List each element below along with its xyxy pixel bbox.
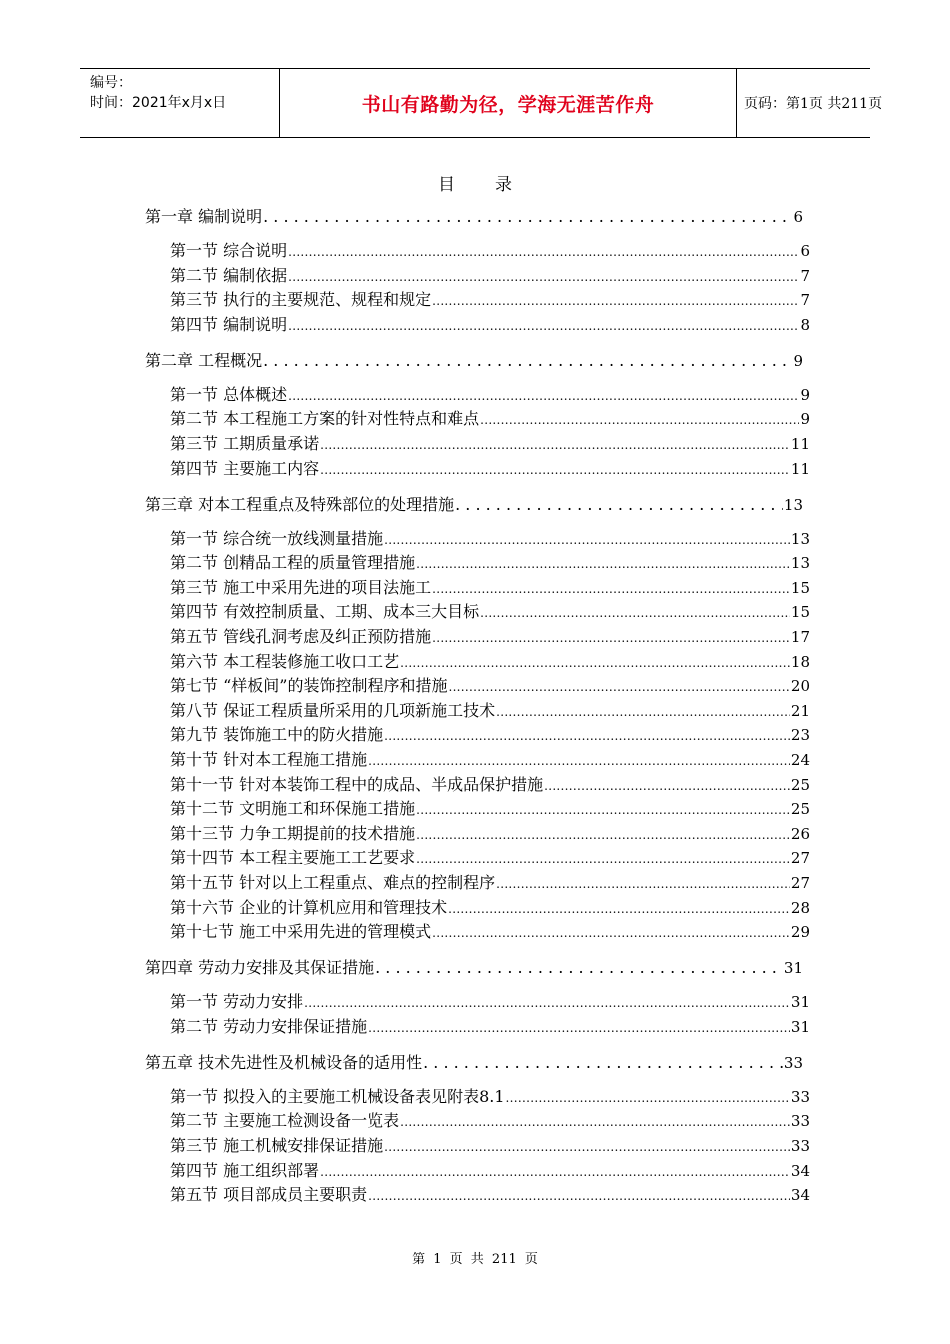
toc-entry-page: 33 <box>783 1053 803 1072</box>
toc-entry-page: 24 <box>790 751 810 769</box>
header-meta <box>80 69 280 137</box>
toc-entry-label: 第十二节 文明施工和环保施工措施 <box>170 799 416 819</box>
toc-dot-leader <box>455 495 783 514</box>
toc-entry-label: 第十四节 本工程主要施工工艺要求 <box>170 848 416 868</box>
toc-dot-leader <box>384 729 790 743</box>
toc-dot-leader <box>288 319 799 333</box>
toc-section-entry[interactable] <box>170 550 810 573</box>
page-footer: 第 1 页 共 211 页 <box>412 1252 538 1267</box>
toc-entry-page: 8 <box>800 315 810 334</box>
toc-entry-label: 第十六节 企业的计算机应用和管理技术 <box>170 897 448 917</box>
toc-entry-label: 第十五节 针对以上工程重点、难点的控制程序 <box>170 873 496 892</box>
toc-dot-leader <box>400 656 790 670</box>
toc-dot-leader <box>320 463 790 477</box>
toc-entry-label: 第二节 本工程施工方案的针对性特点和难点 <box>170 409 480 429</box>
toc-title: 目录 <box>438 175 552 195</box>
toc-section-entry[interactable] <box>170 312 810 335</box>
toc-entry-label: 第五节 项目部成员主要职责 <box>170 1185 368 1205</box>
toc-entry-label: 第一节 总体概述 <box>170 384 288 404</box>
toc-entry-label: 第三节 施工机械安排保证措施 <box>170 1136 384 1155</box>
toc-dot-leader <box>496 877 790 891</box>
toc-dot-leader <box>423 1053 783 1072</box>
toc-section-entry[interactable] <box>170 599 810 622</box>
toc-entry-page: 9 <box>793 351 803 370</box>
toc-entry-label: 第三章 对本工程重点及特殊部位的处理措施 <box>145 494 455 514</box>
toc-entry-label: 第十节 针对本工程施工措施 <box>170 750 368 769</box>
toc-dot-leader <box>432 582 790 596</box>
toc-section-entry[interactable] <box>170 989 810 1012</box>
toc-dot-leader <box>416 557 790 571</box>
toc-dot-leader <box>400 1115 790 1129</box>
toc-section-entry[interactable] <box>170 526 810 549</box>
toc-dot-leader <box>448 680 789 694</box>
header-motto-cell <box>280 69 737 137</box>
toc-entry-page: 33 <box>790 1137 810 1155</box>
toc-entry-label: 第二节 创精品工程的质量管理措施 <box>170 553 416 573</box>
toc-section-entry[interactable] <box>170 821 810 844</box>
toc-entry-page: 17 <box>790 628 810 646</box>
toc-section-entry[interactable] <box>170 895 810 918</box>
toc-dot-leader <box>368 754 790 768</box>
toc-section-entry[interactable] <box>170 870 810 893</box>
toc-entry-page: 6 <box>800 242 810 260</box>
document-date: 时间：2021年x月x日 <box>90 95 227 111</box>
toc-dot-leader <box>368 1189 790 1203</box>
toc-dot-leader <box>416 803 790 817</box>
toc-section-entry[interactable] <box>170 698 810 721</box>
toc-section-entry[interactable] <box>170 575 810 598</box>
toc-entry-label: 第十一节 针对本装饰工程中的成品、半成品保护措施 <box>170 774 544 794</box>
toc-dot-leader <box>432 294 799 308</box>
toc-entry-label: 第四节 有效控制质量、工期、成本三大目标 <box>170 602 480 622</box>
toc-dot-leader <box>368 1021 790 1035</box>
toc-entry-label: 第三节 工期质量承诺 <box>170 434 320 453</box>
toc-section-entry[interactable] <box>170 722 810 745</box>
toc-entry-label: 第四章 劳动力安排及其保证措施 <box>145 958 375 978</box>
toc-section-entry[interactable] <box>170 649 810 672</box>
toc-entry-page: 33 <box>790 1112 810 1131</box>
toc-section-entry[interactable] <box>170 1158 810 1181</box>
toc-entry-page: 15 <box>790 603 810 622</box>
toc-entry-page: 7 <box>800 266 810 285</box>
toc-section-entry[interactable] <box>170 772 810 795</box>
toc-entry-page: 27 <box>790 874 810 892</box>
toc-entry-page: 23 <box>790 726 810 745</box>
toc-entry-label: 第四节 编制说明 <box>170 314 288 334</box>
toc-entry-page: 20 <box>790 677 810 696</box>
toc-entry-page: 26 <box>790 824 810 843</box>
toc-entry-label: 第一节 劳动力安排 <box>170 992 304 1012</box>
toc-entry-label: 第四节 主要施工内容 <box>170 458 320 478</box>
toc-entry-label: 第三节 施工中采用先进的项目法施工 <box>170 577 432 597</box>
toc-section-entry[interactable] <box>170 673 810 696</box>
toc-entry-label: 第六节 本工程装修施工收口工艺 <box>170 651 400 671</box>
toc-entry-label: 第一节 综合说明 <box>170 241 288 260</box>
toc-dot-leader <box>496 705 790 719</box>
toc-section-entry[interactable] <box>170 406 810 429</box>
toc-entry-page: 11 <box>790 459 810 478</box>
toc-section-entry[interactable] <box>170 1014 810 1037</box>
toc-entry-label: 第九节 装饰施工中的防火措施 <box>170 725 384 745</box>
page-header <box>80 68 883 138</box>
toc-entry-label: 第十七节 施工中采用先进的管理模式 <box>170 922 432 942</box>
toc-section-entry[interactable] <box>170 1108 810 1131</box>
toc-section-entry[interactable] <box>170 431 810 454</box>
toc-dot-leader <box>320 1165 790 1179</box>
toc-section-entry[interactable] <box>170 796 810 819</box>
toc-entry-page: 15 <box>790 578 810 597</box>
toc-section-entry[interactable] <box>170 238 810 261</box>
toc-section-entry[interactable] <box>170 624 810 647</box>
toc-dot-leader <box>480 606 790 620</box>
toc-dot-leader <box>416 852 790 866</box>
toc-section-entry[interactable] <box>170 382 810 405</box>
toc-entry-page: 13 <box>790 554 810 573</box>
toc-dot-leader <box>288 389 799 403</box>
toc-entry-label: 第一章 编制说明 <box>145 207 263 226</box>
toc-dot-leader <box>432 926 790 940</box>
toc-dot-leader <box>384 533 790 547</box>
toc-entry-page: 34 <box>790 1186 810 1205</box>
toc-entry-page: 28 <box>790 898 810 917</box>
toc-chapter-entry[interactable] <box>145 204 803 227</box>
toc-entry-page: 33 <box>790 1087 810 1106</box>
toc-dot-leader <box>263 351 792 370</box>
toc-entry-page: 6 <box>793 208 803 226</box>
toc-entry-page: 13 <box>790 529 810 548</box>
toc-entry-label: 第八节 保证工程质量所采用的几项新施工技术 <box>170 700 496 720</box>
toc-chapter-entry[interactable] <box>145 955 803 978</box>
toc-entry-label: 第二章 工程概况 <box>145 350 263 370</box>
toc-section-entry[interactable] <box>170 456 810 479</box>
toc-section-entry[interactable] <box>170 1182 810 1205</box>
toc-entry-page: 25 <box>790 775 810 794</box>
toc-entry-label: 第七节 “样板间”的装饰控制程序和措施 <box>170 676 448 696</box>
toc-dot-leader <box>304 996 790 1010</box>
toc-entry-label: 第二节 劳动力安排保证措施 <box>170 1016 368 1036</box>
document-number-label: 编号： <box>90 75 132 91</box>
toc-entry-page: 9 <box>800 410 810 429</box>
toc-entry-page: 34 <box>790 1161 810 1180</box>
header-motto: 书山有路勤为径，学海无涯苦作舟 <box>361 93 655 116</box>
toc-section-entry[interactable] <box>170 845 810 868</box>
toc-entry-page: 18 <box>790 652 810 671</box>
toc-chapter-entry[interactable] <box>145 348 803 371</box>
toc-entry-label: 第二节 编制依据 <box>170 265 288 285</box>
toc-dot-leader <box>384 1140 790 1154</box>
toc-chapter-entry[interactable] <box>145 1050 803 1073</box>
toc-section-entry[interactable] <box>170 1084 810 1107</box>
toc-entry-page: 9 <box>800 385 810 404</box>
toc-dot-leader <box>480 413 799 427</box>
toc-section-entry[interactable] <box>170 263 810 286</box>
toc-entry-label: 第三节 执行的主要规范、规程和规定 <box>170 290 432 310</box>
toc-dot-leader <box>263 207 792 226</box>
toc-dot-leader <box>506 1091 790 1105</box>
toc-dot-leader <box>288 245 799 259</box>
toc-entry-label: 第四节 施工组织部署 <box>170 1160 320 1180</box>
toc-dot-leader <box>320 438 790 452</box>
toc-entry-page: 25 <box>790 800 810 819</box>
toc-entry-page: 21 <box>790 701 810 720</box>
toc-entry-label: 第十三节 力争工期提前的技术措施 <box>170 823 416 843</box>
toc-section-entry[interactable] <box>170 1133 810 1156</box>
toc-dot-leader <box>288 270 799 284</box>
toc-entry-label: 第五节 管线孔洞考虑及纠正预防措施 <box>170 627 432 646</box>
toc-dot-leader <box>544 779 790 793</box>
toc-entry-page: 29 <box>790 923 810 942</box>
toc-dot-leader <box>375 958 783 977</box>
toc-dot-leader <box>416 828 790 842</box>
toc-entry-page: 31 <box>790 993 810 1012</box>
toc-entry-page: 31 <box>790 1017 810 1036</box>
toc-entry-page: 27 <box>790 849 810 868</box>
toc-section-entry[interactable] <box>170 919 810 942</box>
toc-dot-leader <box>432 631 790 645</box>
toc-entry-page: 7 <box>800 291 810 310</box>
toc-chapter-entry[interactable] <box>145 492 803 515</box>
toc-dot-leader <box>448 902 790 916</box>
header-page-info: 页码：第1页 共211页 <box>744 96 883 112</box>
toc-entry-page: 13 <box>783 495 803 514</box>
toc-entry-label: 第五章 技术先进性及机械设备的适用性 <box>145 1052 423 1072</box>
toc-entry-label: 第二节 主要施工检测设备一览表 <box>170 1111 400 1131</box>
toc-entry-page: 11 <box>790 435 810 453</box>
toc-section-entry[interactable] <box>170 287 810 310</box>
toc-section-entry[interactable] <box>170 747 810 770</box>
toc-entry-label: 第一节 综合统一放线测量措施 <box>170 528 384 548</box>
toc-entry-page: 31 <box>783 959 803 978</box>
toc-entry-label: 第一节 拟投入的主要施工机械设备表见附表8.1 <box>170 1086 505 1106</box>
